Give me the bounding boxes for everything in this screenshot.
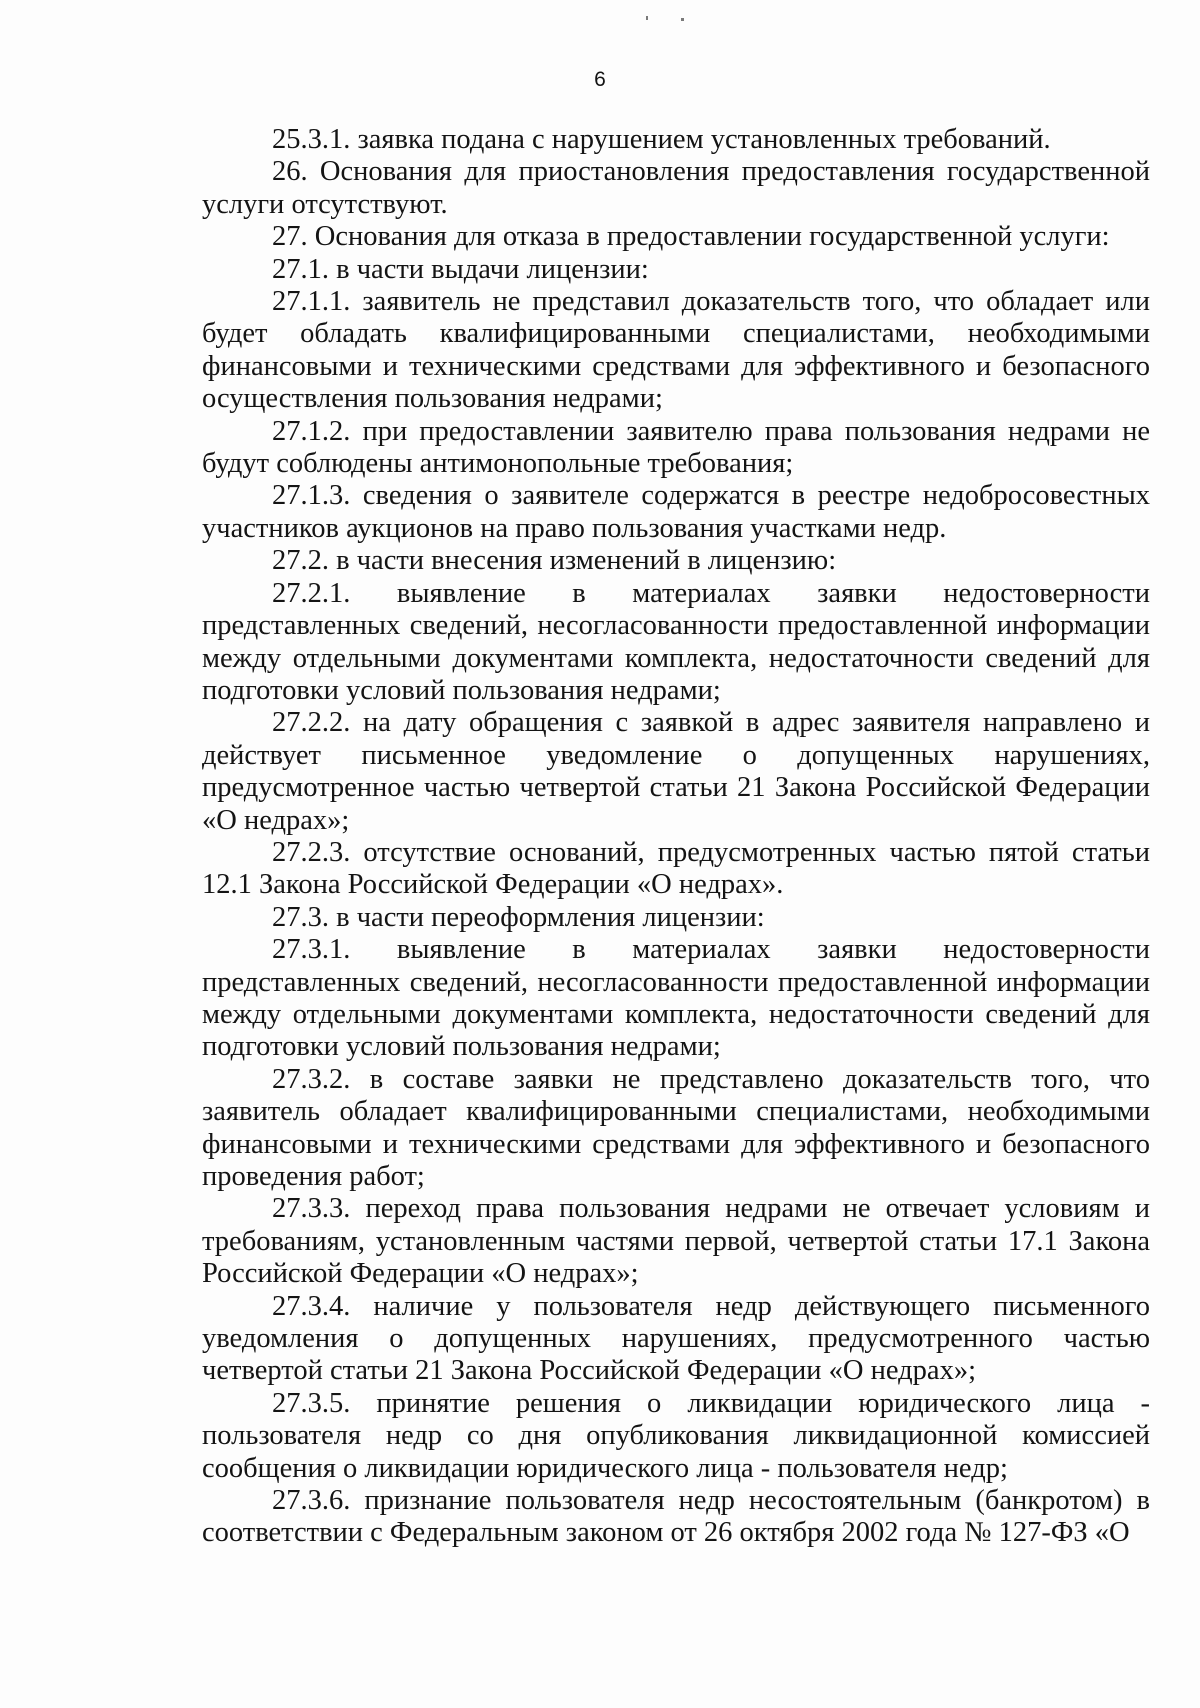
paragraph-27-2: 27.2. в части внесения изменений в лицензию: bbox=[272, 545, 837, 577]
paragraph-27: 27. Основания для отказа в предоставлении государственной услуги: bbox=[272, 221, 1110, 253]
paragraph-27-1-3: 27.1.3. сведения о заявителе содержатся в реестре недобросовестных участников аукционов на право пользования участками недр. bbox=[202, 480, 1150, 544]
paragraph-27-3-6: 27.3.6. признание пользователя недр несостоятельным (банкротом) в соответствии с Федеральным законом от 26 октября 2002 года № 127-ФЗ «О bbox=[202, 1485, 1150, 1549]
paragraph-27-3-4: 27.3.4. наличие у пользователя недр действующего письменного уведомления о допущенных нарушениях, предусмотренного частью четвертой статьи 21 Закона Российской Федерации «О недрах»; bbox=[202, 1290, 1150, 1387]
paragraph-27-1: 27.1. в части выдачи лицензии: bbox=[272, 253, 649, 285]
paragraph-27-2-3: 27.2.3. отсутствие оснований, предусмотренных частью пятой статьи 12.1 Закона Российской Федерации «О недрах». bbox=[202, 836, 1150, 901]
paragraph-27-1-1: 27.1.1. заявитель не представил доказательств того, что обладает или будет обладать квалифицированными специалистами, необходимыми финансовыми и техническими средствами для эффективного и безопасного осуществления пользования недрами; bbox=[202, 286, 1150, 415]
scan-speck bbox=[646, 16, 648, 20]
paragraph-26: 26. Основания для приостановления предоставления государственной услуги отсутствуют. bbox=[202, 156, 1150, 220]
document-body bbox=[202, 124, 1150, 1550]
paragraph-27-3-1: 27.3.1. выявление в материалах заявки недостоверности представленных сведений, несогласованности предоставленной информации между отдельными документами комплекта, недостаточности сведений для подготовки условий пользования недрами; bbox=[202, 934, 1150, 1063]
scan-speck bbox=[681, 18, 684, 21]
paragraph-27-3-3: 27.3.3. переход права пользования недрами не отвечает условиям и требованиям, установленным частями первой, четвертой статьи 17.1 Закона Российской Федерации «О недрах»; bbox=[202, 1193, 1150, 1290]
paragraph-27-3-2: 27.3.2. в составе заявки не представлено доказательств того, что заявитель обладает квалифицированными специалистами, необходимыми финансовыми и техническими средствами для эффективного и безопасного проведения работ; bbox=[202, 1063, 1150, 1192]
paragraph-27-2-1: 27.2.1. выявление в материалах заявки недостоверности представленных сведений, несогласованности предоставленной информации между отдельными документами комплекта, недостаточности сведений для подготовки условий пользования недрами; bbox=[202, 577, 1150, 706]
paragraph-27-3-5: 27.3.5. принятие решения о ликвидации юридического лица - пользователя недр со дня опубликования ликвидационной комиссией сообщения о ликвидации юридического лица - пользователя недр; bbox=[202, 1387, 1150, 1484]
paragraph-25-3-1: 25.3.1. заявка подана с нарушением установленных требований. bbox=[272, 124, 1051, 155]
paragraph-27-1-2: 27.1.2. при предоставлении заявителю права пользования недрами не будут соблюдены антимонопольные требования; bbox=[202, 415, 1150, 480]
page-number: 6 bbox=[594, 68, 606, 91]
paragraph-27-2-2: 27.2.2. на дату обращения с заявкой в адрес заявителя направлено и действует письменное уведомление о допущенных нарушениях, предусмотренное частью четвертой статьи 21 Закона Российской Федерации «О недрах»; bbox=[202, 707, 1150, 836]
paragraph-27-3: 27.3. в части переоформления лицензии: bbox=[272, 901, 765, 933]
